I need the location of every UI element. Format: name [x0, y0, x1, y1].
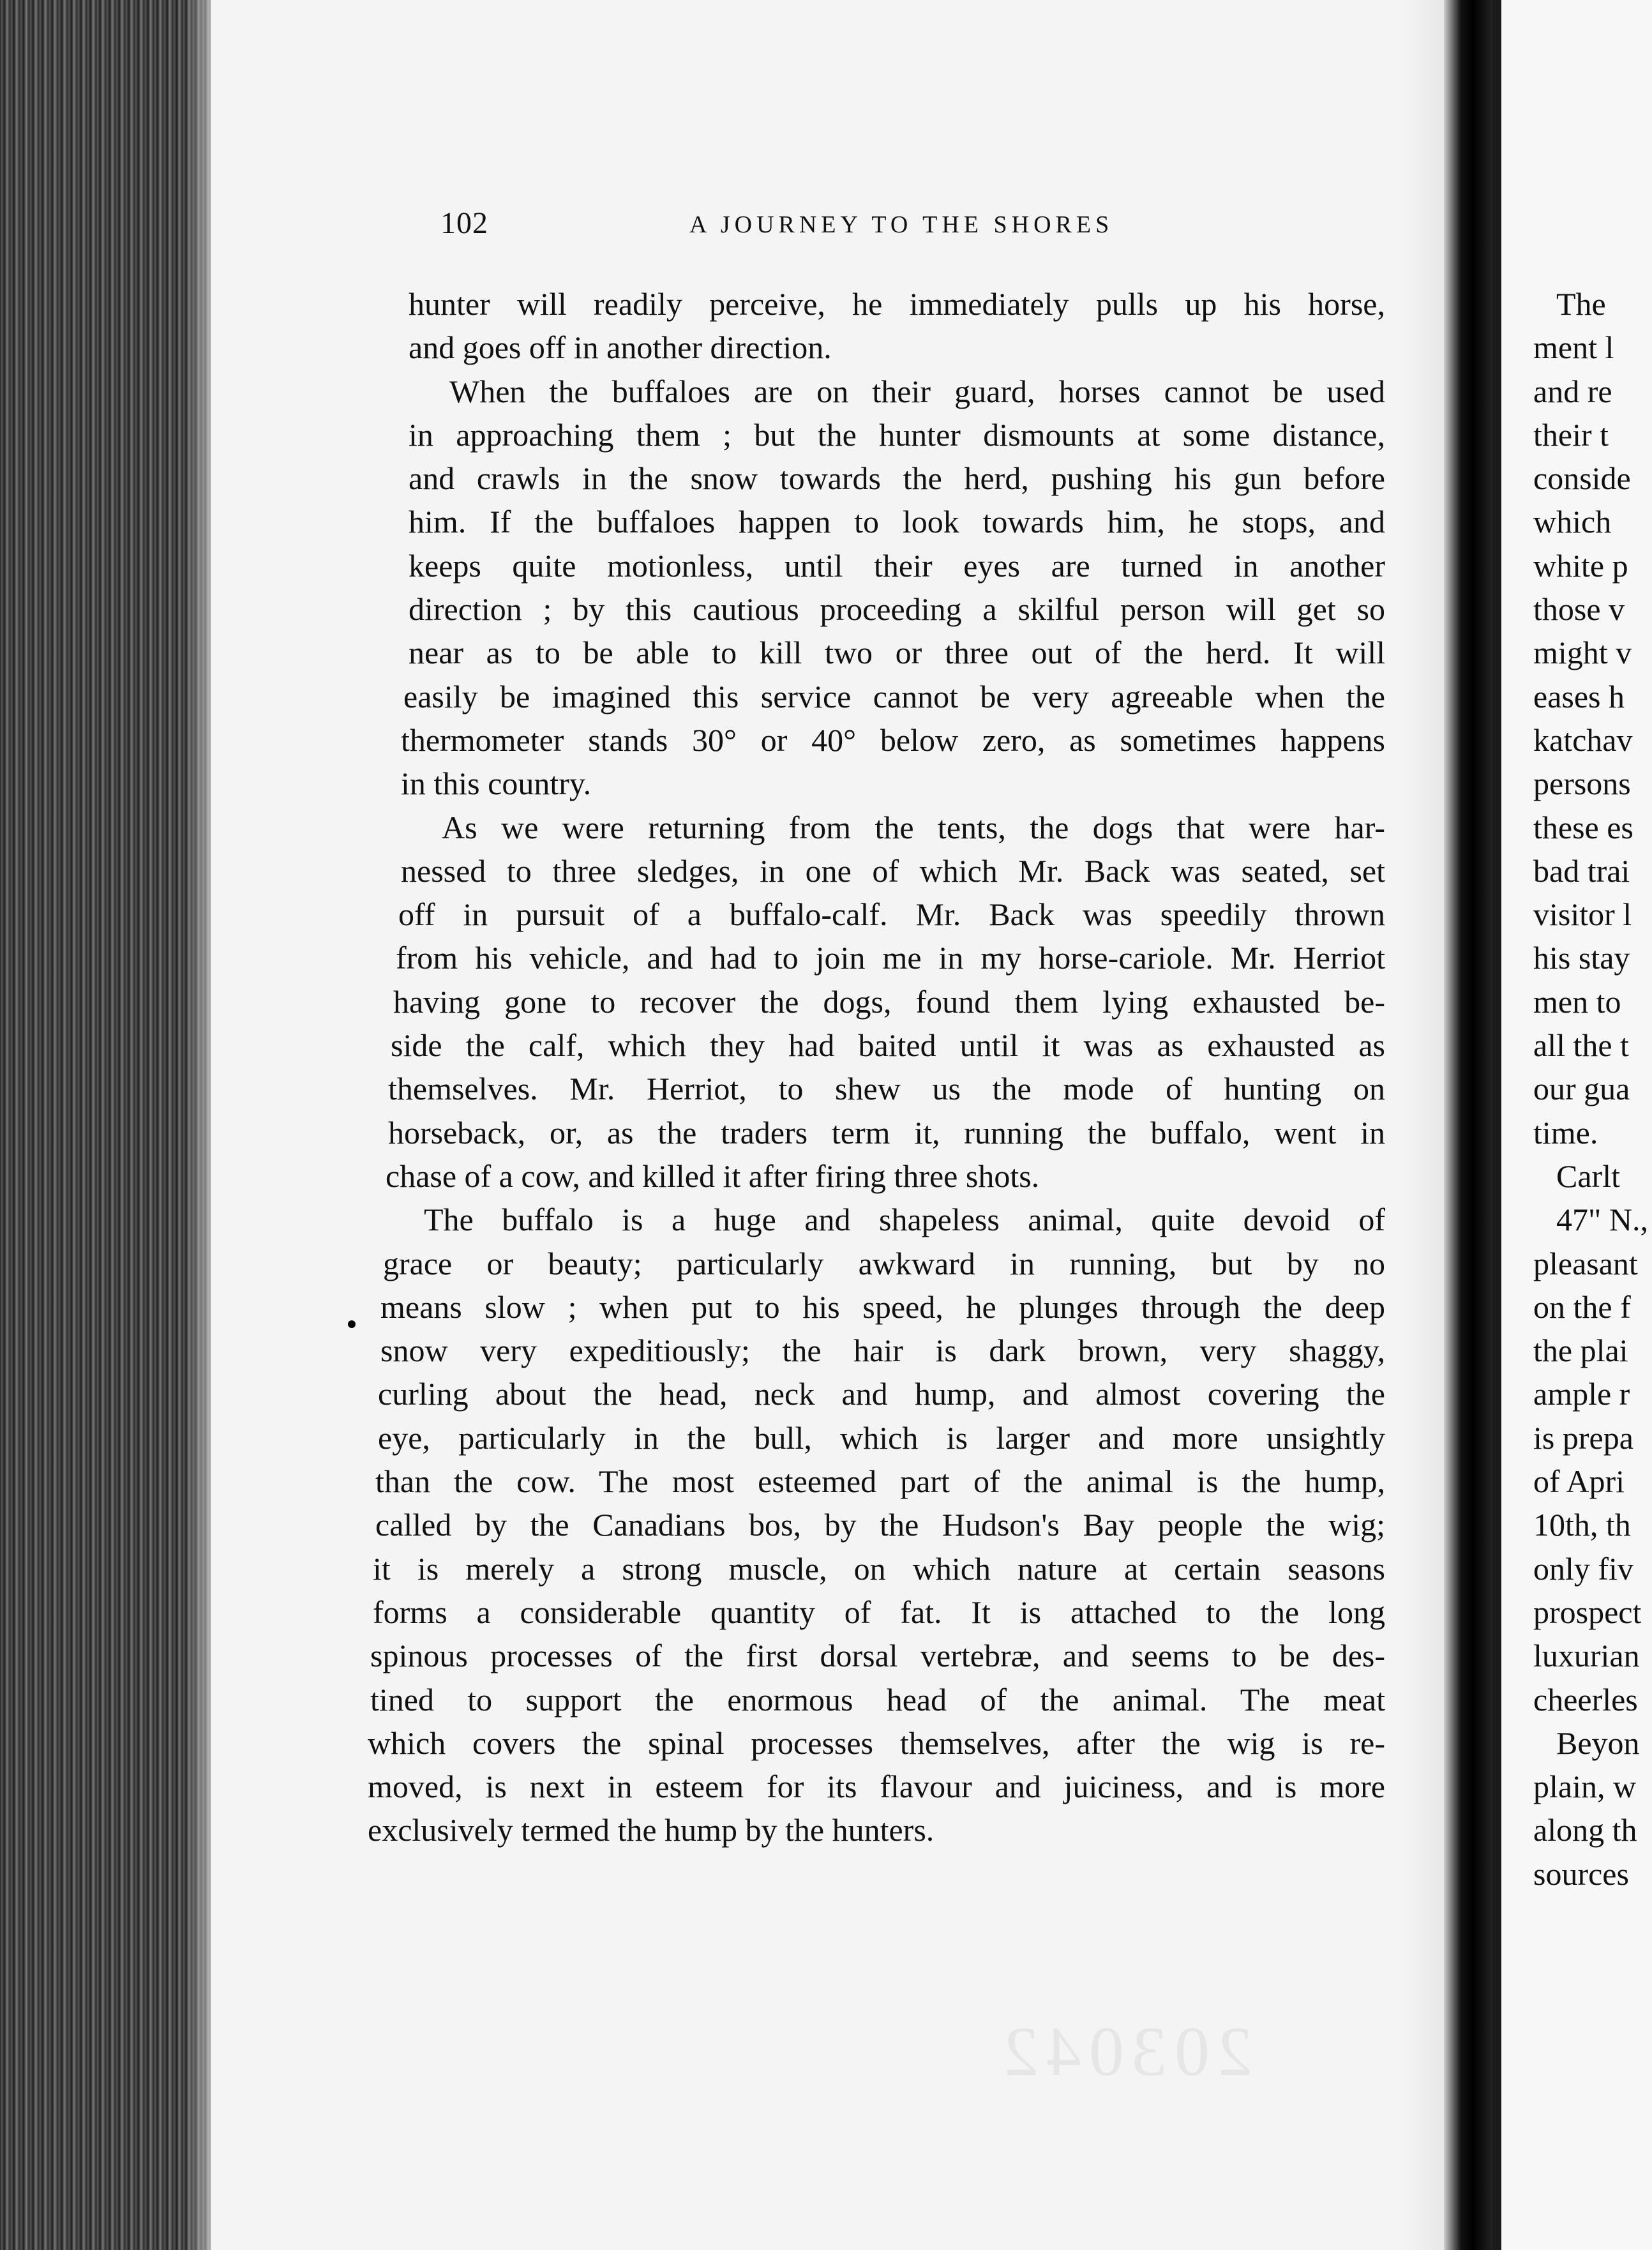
- right-page-line: katchav: [1533, 721, 1633, 758]
- right-page-line: which: [1533, 504, 1612, 540]
- text-line: off in pursuit of a buffalo-calf. Mr. Back was speedily thrown: [398, 896, 1385, 933]
- right-page-line: only fiv: [1533, 1550, 1633, 1587]
- right-page-line: Beyon: [1556, 1725, 1640, 1761]
- right-page-line: all the t: [1533, 1027, 1629, 1064]
- running-head: [440, 206, 1398, 257]
- book-edge: [0, 0, 211, 2250]
- text-line: keeps quite motionless, until their eyes are turned in another: [409, 547, 1385, 584]
- body-text: [368, 282, 1385, 1852]
- text-line: exclusively termed the hump by the hunters.: [368, 1812, 935, 1848]
- right-page-line: The: [1556, 286, 1606, 322]
- right-page-line: cheerles: [1533, 1681, 1638, 1718]
- right-page-line: luxurian: [1533, 1638, 1640, 1674]
- right-page-line: his stay: [1533, 940, 1630, 976]
- right-page-line: these es: [1533, 809, 1633, 845]
- text-line: As we were returning from the tents, the dogs that were har-: [442, 809, 1385, 845]
- text-line: spinous processes of the first dorsal vertebræ, and seems to be des-: [370, 1638, 1385, 1674]
- ink-speck: [348, 1320, 356, 1328]
- right-page-line: 10th, th: [1533, 1507, 1631, 1543]
- right-page-line: eases h: [1533, 678, 1625, 714]
- right-page-line: bad trai: [1533, 852, 1630, 889]
- library-stamp: 203042: [996, 2012, 1252, 2090]
- text-line: him. If the buffaloes happen to look towards him, he stops, and: [409, 504, 1385, 540]
- right-page-line: plain, w: [1533, 1769, 1637, 1805]
- text-line: snow very expeditiously; the hair is dark brown, very shaggy,: [380, 1333, 1385, 1369]
- right-page-line: sources: [1533, 1855, 1629, 1892]
- page-number: 102: [440, 206, 488, 240]
- page-gutter: [1444, 0, 1492, 2250]
- right-page-line: is prepa: [1533, 1419, 1633, 1456]
- text-line: from his vehicle, and had to join me in my horse-cariole. Mr. Herriot: [396, 940, 1385, 976]
- text-line: easily be imagined this service cannot be very agreeable when the: [403, 678, 1385, 714]
- right-page-line: Carlt: [1556, 1158, 1620, 1194]
- right-page-line: men to: [1533, 983, 1621, 1020]
- right-page-line: their t: [1533, 416, 1609, 453]
- text-line: themselves. Mr. Herriot, to shew us the mode of hunting on: [388, 1071, 1385, 1107]
- text-line: tined to support the enormous head of the animal. The meat: [370, 1681, 1385, 1718]
- text-line: having gone to recover the dogs, found them lying exhausted be-: [393, 983, 1385, 1020]
- right-page: [1492, 0, 1652, 2250]
- right-page-text: [1533, 282, 1652, 1896]
- right-page-line: on the f: [1533, 1288, 1631, 1325]
- right-page-line: ment l: [1533, 329, 1614, 366]
- right-page-line: those v: [1533, 591, 1625, 628]
- right-page-line: white p: [1533, 547, 1628, 584]
- text-line: hunter will readily perceive, he immediately pulls up his horse,: [409, 286, 1385, 322]
- text-line: which covers the spinal processes themselves, after the wig is re-: [368, 1725, 1385, 1761]
- right-page-line: pleasant: [1533, 1245, 1638, 1281]
- text-line: chase of a cow, and killed it after firing three shots.: [386, 1158, 1040, 1194]
- text-line: The buffalo is a huge and shapeless animal, quite devoid of: [424, 1202, 1385, 1238]
- text-line: than the cow. The most esteemed part of the animal is the hump,: [375, 1463, 1385, 1500]
- text-line: means slow ; when put to his speed, he plunges through the deep: [380, 1288, 1385, 1325]
- text-line: curling about the head, neck and hump, and almost covering the: [378, 1376, 1385, 1412]
- right-page-line: prospect: [1533, 1594, 1642, 1630]
- text-line: thermometer stands 30° or 40° below zero, as sometimes happens: [401, 721, 1385, 758]
- right-page-line: persons: [1533, 766, 1631, 802]
- text-line: nessed to three sledges, in one of which Mr. Back was seated, set: [401, 852, 1385, 889]
- text-line: and crawls in the snow towards the herd, pushing his gun before: [409, 460, 1385, 497]
- text-line: forms a considerable quantity of fat. It is attached to the long: [373, 1594, 1385, 1630]
- right-page-line: along th: [1533, 1812, 1637, 1848]
- text-line: grace or beauty; particularly awkward in running, but by no: [383, 1245, 1385, 1281]
- text-line: called by the Canadians bos, by the Hudson's Bay people the wig;: [375, 1507, 1385, 1543]
- right-page-line: of Apri: [1533, 1463, 1625, 1500]
- right-page-line: ample r: [1533, 1376, 1630, 1412]
- right-page-line: the plai: [1533, 1333, 1628, 1369]
- text-line: When the buffaloes are on their guard, horses cannot be used: [449, 373, 1385, 409]
- text-line: direction ; by this cautious proceeding a skilful person will get so: [409, 591, 1385, 628]
- text-line: in this country.: [401, 766, 592, 802]
- text-line: moved, is next in esteem for its flavour and juiciness, and is more: [368, 1769, 1385, 1805]
- text-line: near as to be able to kill two or three out of the herd. It will: [409, 635, 1385, 671]
- right-page-line: our gua: [1533, 1071, 1630, 1107]
- right-page-line: time.: [1533, 1114, 1598, 1151]
- text-line: horseback, or, as the traders term it, running the buffalo, went in: [388, 1114, 1385, 1151]
- right-page-line: and re: [1533, 373, 1612, 409]
- text-line: eye, particularly in the bull, which is larger and more unsightly: [378, 1419, 1385, 1456]
- text-line: in approaching them ; but the hunter dismounts at some distance,: [409, 416, 1385, 453]
- right-page-line: conside: [1533, 460, 1631, 497]
- right-page-line: might v: [1533, 635, 1632, 671]
- right-page-line: 47" N.,: [1556, 1202, 1649, 1238]
- right-page-line: visitor l: [1533, 896, 1632, 933]
- text-line: and goes off in another direction.: [409, 329, 832, 366]
- text-line: side the calf, which they had baited until it was as exhausted as: [391, 1027, 1385, 1064]
- running-title: A JOURNEY TO THE SHORES: [689, 211, 1114, 238]
- text-line: it is merely a strong muscle, on which nature at certain seasons: [373, 1550, 1385, 1587]
